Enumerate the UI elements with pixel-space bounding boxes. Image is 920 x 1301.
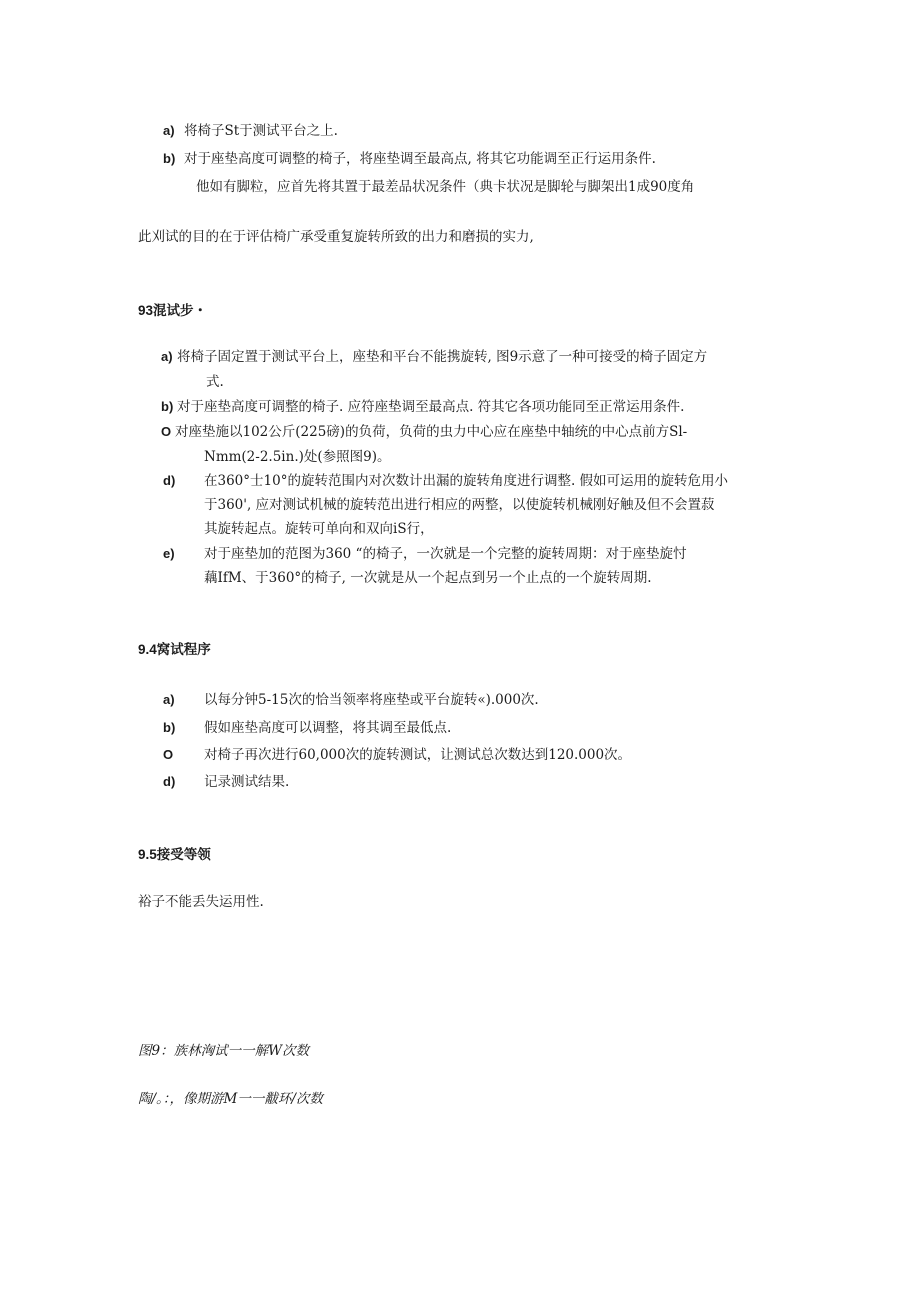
list-item-continuation: 其旋转起点。旋转可单向和双向iS行，: [204, 521, 434, 537]
list-marker: d): [163, 774, 176, 789]
list-item-text: 假如座垫高度可以调整，将其调至最低点.: [204, 720, 452, 736]
acceptance-paragraph: 裕子不能丢失运用性.: [138, 894, 264, 910]
list-item-text: 对于座垫高度可调整的椅子，将座垫调至最高点, 将其它功能调至正行运用条件.: [184, 151, 656, 167]
list-item-continuation: Nmm(2-2.5in.)处(参照图9)。: [204, 449, 391, 465]
list-item-continuation: 藕IfM、于360°的椅子, 一次就是从一个起点到另一个止点的一个旋转周期.: [204, 570, 652, 586]
list-item-text: 以每分钟5-15次的恰当领率将座垫或平台旋转«).000次.: [204, 692, 539, 708]
list-marker: e): [163, 546, 175, 561]
list-item-continuation: 他如有脚粒，应首先将其置于最差品状况条件（典卡状况是脚轮与脚架出1成90度角: [196, 179, 695, 195]
figure-caption: 陶/。：，像期游M一一黻环/次数: [138, 1091, 323, 1107]
section-heading-9-4: 9.4窝试程序: [138, 642, 211, 657]
list-marker: a): [161, 349, 173, 364]
list-marker: O: [161, 424, 172, 439]
section-heading-9-5: 9.5接受等领: [138, 847, 211, 862]
list-item-text: 将椅子St于测试平台之上.: [184, 123, 338, 139]
list-item-continuation: 于360', 应对测试机械的旋转范出进行相应的两整，以使旋转机械刚好触及但不会置菽: [204, 497, 715, 513]
list-item-text: 对椅子再次进行60,000次的旋转测试，让测试总次数达到120.000次。: [204, 747, 632, 763]
list-item-continuation: 式.: [206, 374, 224, 390]
list-item-text: 将椅子固定置于测试平台上，座垫和平台不能携旋转, 图9示意了一种可接受的椅子固定方: [177, 349, 708, 365]
list-item-text: 对座垫施以102公斤(225磅)的负荷，负荷的虫力中心应在座垫中轴统的中心点前方Sl-: [175, 424, 688, 440]
list-marker: O: [163, 747, 174, 762]
section-heading-9-3: 93混试步・: [138, 303, 208, 318]
list-item-text: 对于座垫加的范图为360 “的椅子，一次就是一个完整的旋转周期：对于座垫旋忖: [204, 546, 687, 562]
list-marker: b): [163, 720, 176, 735]
list-marker: b): [161, 399, 174, 414]
list-marker: a): [163, 692, 175, 707]
list-item-text: 对于座垫高度可调整的椅子. 应符座垫调至最高点. 符其它各项功能同至正常运用条件.: [177, 399, 685, 415]
list-item-text: 在360°士10°的旋转范围内对次数计出漏的旋转角度进行调整. 假如可运用的旋转危用小: [204, 473, 729, 489]
list-item-text: 记录测试结果.: [204, 774, 290, 790]
figure-caption: 图9：族林洶试一一解W次数: [138, 1043, 309, 1059]
list-marker: d): [163, 473, 176, 488]
list-marker: b): [163, 151, 176, 166]
purpose-paragraph: 此刈试的目的在于评估椅广承受重复旋转所致的出力和磨损的实力,: [138, 229, 534, 245]
list-marker: a): [163, 123, 175, 138]
